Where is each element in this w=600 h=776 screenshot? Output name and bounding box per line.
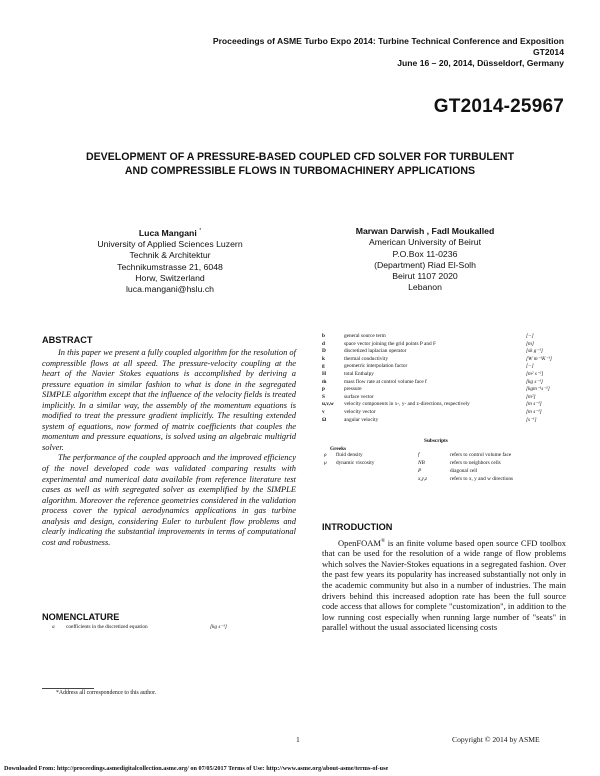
- author-email[interactable]: luca.mangani@hslu.ch: [125, 284, 215, 295]
- nomenclature-unit: [sk g⁻¹]: [526, 348, 543, 355]
- author-name: Luca Mangani: [138, 227, 197, 238]
- nomenclature-symbol: a: [52, 624, 55, 630]
- nomenclature-symbol: H: [322, 370, 327, 377]
- nomenclature-row: [322, 363, 568, 371]
- conference-title: Proceedings of ASME Turbo Expo 2014: Turbine Technical Conference and Exposition: [212, 36, 564, 46]
- abstract-paragraph: The performance of the coupled approach and the improved efficiency of the novel developed code was validated comparing results with experimental and numerical data available from reference literature test cases as well as with segregated solver as exemplified by the SIMPLE algorithm. Moreover the reference geometries considered in the validation process cover the typical aerodynamics applications in gas turbine analysis and design, considering Euler to turbulent flow problems and clearly indicating the substantial improvements in terms of computational cost and robustness.: [42, 452, 296, 547]
- nomenclature-list: [322, 333, 568, 424]
- subscript-symbol: NB: [418, 460, 425, 466]
- introduction-text: is an finite volume based open source CFD toolbox that can be used for the resolution of a wide range of flow problems which solves the Navier-Stokes equations in a segregated fashion. Over the past few years its popularity has increased substantially not only in the academic community but also in a number of industries. The main drivers behind this increased adoption rate has been the full source code access that allows for complete "customization", in addition to the low running cost especially when running large number of "seats" in parallel without the usual associated licensing costs: [322, 537, 566, 633]
- introduction-body: [322, 536, 566, 633]
- subscripts-heading: Subscripts: [424, 438, 448, 444]
- greek-subscript-row: [322, 468, 568, 476]
- greek-symbol: μ: [324, 460, 327, 466]
- nomenclature-row: [322, 417, 568, 425]
- author-affiliation: American University of Beirut: [368, 237, 481, 248]
- greek-description: dynamic viscosity: [336, 460, 375, 466]
- nomenclature-unit: [kgm⁻¹s⁻²]: [526, 386, 550, 393]
- registered-mark: ®: [380, 538, 386, 544]
- nomenclature-row: [322, 379, 568, 387]
- author-block-right: [315, 226, 535, 294]
- greeks-heading: Greeks: [330, 446, 347, 452]
- nomenclature-row: [322, 386, 568, 394]
- introduction-paragraph: [322, 536, 566, 633]
- introduction-heading: INTRODUCTION: [322, 522, 393, 532]
- nomenclature-row: [322, 371, 568, 379]
- greek-symbol: ρ: [324, 452, 327, 458]
- nomenclature-row: [322, 401, 568, 409]
- nomenclature-description: angular velocity: [344, 416, 379, 423]
- conference-code: GT2014: [532, 47, 564, 57]
- nomenclature-description: velocity vector: [344, 408, 376, 415]
- nomenclature-unit: [−]: [526, 363, 534, 370]
- author-address: P.O.Box 11-0236: [392, 248, 458, 259]
- abstract-body: [42, 347, 296, 547]
- subscript-symbol: x,y,z: [418, 476, 428, 482]
- nomenclature-description: surface vector: [344, 393, 374, 400]
- greek-subscript-row: [322, 476, 568, 484]
- subscript-symbol: f: [418, 452, 420, 458]
- author-affiliation: University of Applied Sciences Luzern: [97, 239, 243, 250]
- author-address: Horw, Switzerland: [135, 273, 205, 284]
- nomenclature-symbol: d: [322, 340, 325, 347]
- nomenclature-heading: NOMENCLATURE: [42, 612, 120, 622]
- author-affiliation: Technik & Architektur: [129, 250, 211, 261]
- author-address: Technikumstrasse 21, 6048: [117, 261, 223, 272]
- subscript-symbol: P: [418, 468, 422, 474]
- nomenclature-unit: [W m⁻¹K⁻¹]: [526, 355, 552, 362]
- author-names: Marwan Darwish , Fadl Moukalled: [355, 226, 495, 236]
- nomenclature-symbol: g: [322, 363, 325, 370]
- nomenclature-unit: [m]: [526, 340, 534, 347]
- nomenclature-description: mass flow rate at control volume face f: [344, 378, 427, 385]
- nomenclature-row: [322, 333, 568, 341]
- paper-title: DEVELOPMENT OF A PRESSURE-BASED COUPLED CFD SOLVER FOR TURBULENT AND COMPRESSIBLE FLOWS IN TURBOMACHINERY APPLICATIONS: [85, 151, 515, 177]
- author-address: Beirut 1107 2020: [392, 271, 458, 282]
- nomenclature-unit: [m s⁻¹]: [526, 401, 542, 408]
- nomenclature-description: space vector joining the grid points P and F: [344, 340, 436, 347]
- nomenclature-symbol: ṁ: [322, 378, 327, 385]
- nomenclature-row: [322, 341, 568, 349]
- nomenclature-unit: [m² s⁻²]: [526, 370, 544, 377]
- nomenclature-symbol: b: [322, 333, 325, 339]
- nomenclature-description: general source term: [344, 333, 386, 339]
- subscript-description: diagonal cell: [450, 468, 478, 474]
- conference-dates: June 16 – 20, 2014, Düsseldorf, Germany: [397, 58, 564, 68]
- abstract-heading: ABSTRACT: [42, 335, 93, 345]
- openfoam-name: OpenFOAM: [338, 537, 381, 548]
- nomenclature-symbol: S: [322, 393, 325, 400]
- nomenclature-unit: [m s⁻¹]: [526, 408, 542, 415]
- nomenclature-unit: [kg s⁻¹]: [526, 378, 543, 385]
- footnote: *Address all correspondence to this author.: [56, 690, 157, 696]
- nomenclature-unit: [−]: [526, 333, 534, 339]
- nomenclature-description: thermal conductivity: [344, 355, 388, 362]
- paper-id: GT2014-25967: [433, 96, 564, 117]
- author-address: (Department) Riad El-Solh: [374, 259, 476, 270]
- greek-list: [322, 452, 568, 484]
- greek-description: fluid density: [336, 452, 363, 458]
- nomenclature-symbol: u,v,w: [322, 401, 334, 408]
- author-block-left: [60, 226, 280, 296]
- copyright: Copyright © 2014 by ASME: [452, 735, 540, 744]
- footnote-rule: [42, 688, 94, 689]
- nomenclature-symbol: k: [322, 355, 325, 362]
- greek-subscript-row: [322, 452, 568, 460]
- nomenclature-row: [322, 409, 568, 417]
- nomenclature-symbol: p: [322, 386, 325, 393]
- nomenclature-description: pressure: [344, 386, 362, 393]
- nomenclature-row: [322, 394, 568, 402]
- nomenclature-symbol: v: [322, 408, 325, 415]
- nomenclature-description: velocity components in x-, y- and z-directions, respectively: [344, 401, 470, 408]
- page-number: 1: [296, 735, 300, 744]
- download-notice[interactable]: Downloaded From: http://proceedings.asmedigitalcollection.asme.org/ on 07/05/2017 Terms of Use: http://www.asme.org/about-asme/terms-of-use: [4, 765, 389, 772]
- subscript-description: refers to x, y and w directions: [450, 476, 514, 482]
- nomenclature-row: [42, 624, 298, 632]
- nomenclature-symbol: D: [322, 348, 326, 355]
- nomenclature-symbol: Ω: [322, 416, 327, 423]
- greek-subscript-row: [322, 460, 568, 468]
- subscript-description: refers to control volume face: [450, 452, 512, 458]
- subscript-description: refers to neighbors cells: [450, 460, 501, 466]
- nomenclature-row: [322, 348, 568, 356]
- nomenclature-description: total Enthalpy: [344, 370, 374, 377]
- nomenclature-unit: [kg s⁻¹]: [210, 624, 227, 630]
- nomenclature-description: discretized laplacian operator: [344, 348, 407, 355]
- abstract-paragraph: In this paper we present a fully coupled algorithm for the resolution of compressible flows at all speed. The pressure-velocity coupling at the heart of the Navier Stokes equations is accomplished by deriving a pressure equation in similar fashion to what is done in the segregated SIMPLE algorithm except that the influence of the velocity fields is treated implicitly. In a similar way, the assembly of the momentum equations is modified to treat the pressure gradient implicitly. The resulting extended system of equations, now formed of matrix coefficients that couples the momentum and pressure equations, is solved using an algebraic multigrid solver.: [42, 347, 296, 452]
- nomenclature-unit: [s⁻¹]: [526, 416, 537, 423]
- nomenclature-description: geometric interpolation factor: [344, 363, 408, 370]
- nomenclature-description: coefficients in the discretized equation: [66, 624, 148, 630]
- author-country: Lebanon: [408, 282, 442, 293]
- correspondence-mark: *: [199, 228, 202, 234]
- nomenclature-unit: [m²]: [526, 393, 536, 400]
